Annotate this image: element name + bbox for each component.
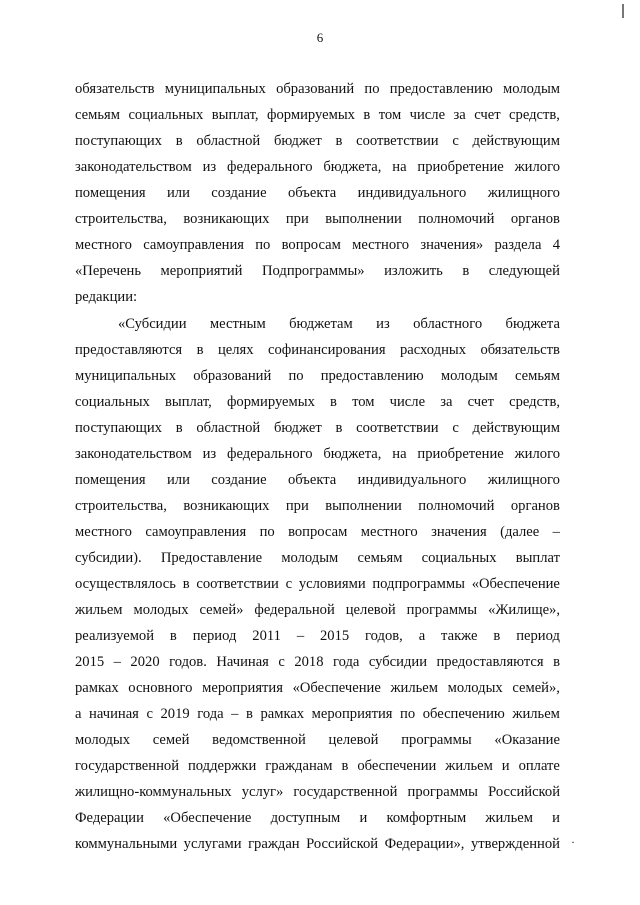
word: годов. bbox=[169, 654, 207, 670]
text-line bbox=[75, 102, 560, 128]
word: местного bbox=[75, 237, 132, 253]
word: числе bbox=[389, 394, 426, 410]
word: законодательством bbox=[75, 159, 192, 175]
text-line bbox=[75, 311, 560, 337]
word: в bbox=[246, 706, 253, 722]
word: при bbox=[285, 211, 309, 227]
word: государственной bbox=[75, 758, 180, 774]
word: субсидии bbox=[368, 654, 428, 670]
word: молодых bbox=[447, 680, 503, 696]
word: за bbox=[453, 107, 466, 123]
word: законодательством bbox=[75, 446, 192, 462]
word: – bbox=[113, 654, 121, 670]
word: «Обеспечение bbox=[471, 576, 560, 592]
word: органов bbox=[510, 498, 560, 514]
word: бюджет bbox=[273, 420, 322, 436]
text-line bbox=[75, 753, 560, 779]
word: 2015 bbox=[319, 628, 350, 644]
word: семьям bbox=[357, 550, 403, 566]
text-line bbox=[75, 180, 560, 206]
word: обеспечении bbox=[357, 758, 437, 774]
word: семей», bbox=[512, 680, 560, 696]
word: полномочий bbox=[418, 498, 495, 514]
word: областной bbox=[196, 133, 261, 149]
word: местного bbox=[360, 524, 418, 540]
word: семьям bbox=[75, 107, 120, 123]
word: в bbox=[462, 263, 470, 279]
word: в bbox=[182, 576, 190, 592]
word: соответствии bbox=[196, 576, 279, 592]
word: жильем bbox=[445, 758, 493, 774]
word: самоуправления bbox=[143, 237, 244, 253]
word: социальных bbox=[421, 550, 497, 566]
word: из bbox=[202, 446, 217, 462]
word: граждан bbox=[248, 836, 300, 852]
word: строительства, bbox=[75, 211, 167, 227]
word: в bbox=[363, 107, 371, 123]
word: выплат bbox=[515, 550, 560, 566]
word: семей» bbox=[199, 602, 244, 618]
word: Российской bbox=[488, 784, 560, 800]
word: подпрограммы bbox=[372, 576, 465, 592]
word: комфортным bbox=[386, 810, 467, 826]
word: жилого bbox=[514, 446, 560, 462]
word: мероприятия bbox=[311, 706, 393, 722]
word: изложить bbox=[384, 263, 443, 279]
word: и bbox=[552, 810, 560, 826]
word: Предоставление bbox=[160, 550, 263, 566]
text-line bbox=[75, 623, 560, 649]
word: поступающих bbox=[75, 133, 162, 149]
word: молодым bbox=[503, 81, 560, 97]
word: бюджетам bbox=[289, 316, 353, 332]
word: объекта bbox=[287, 472, 337, 488]
word: приобретение bbox=[417, 446, 504, 462]
word: жилищного bbox=[487, 472, 560, 488]
word: молодым bbox=[281, 550, 339, 566]
word: года bbox=[332, 654, 360, 670]
text-line bbox=[75, 154, 560, 180]
word: целях bbox=[217, 342, 254, 358]
word: соответствии bbox=[356, 420, 439, 436]
word: 2018 bbox=[294, 654, 324, 670]
text-line bbox=[75, 389, 560, 415]
word: года bbox=[197, 706, 224, 722]
scan-edge-mark bbox=[622, 4, 624, 18]
word: программы bbox=[401, 732, 472, 748]
word: а bbox=[75, 706, 82, 722]
word: федерального bbox=[227, 159, 313, 175]
text-line bbox=[75, 415, 560, 441]
word: местного bbox=[352, 237, 410, 253]
word: жилого bbox=[514, 159, 560, 175]
word: из bbox=[376, 316, 390, 332]
word: значения bbox=[431, 524, 487, 540]
word: выплат, bbox=[211, 107, 259, 123]
word: бюджета, bbox=[323, 159, 382, 175]
word: средств, bbox=[509, 394, 560, 410]
word: 4 bbox=[552, 237, 560, 253]
text-line bbox=[75, 545, 560, 571]
word: действующим bbox=[472, 133, 560, 149]
word: предоставлению bbox=[320, 368, 424, 384]
word: выполнении bbox=[325, 211, 402, 227]
word: государственной bbox=[293, 784, 398, 800]
word: выплат, bbox=[165, 394, 212, 410]
word: средств, bbox=[509, 107, 560, 123]
word: условиями bbox=[298, 576, 366, 592]
word: гражданам bbox=[265, 758, 333, 774]
word: редакции: bbox=[75, 289, 138, 305]
word: жильем bbox=[512, 706, 560, 722]
word: оплате bbox=[518, 758, 560, 774]
word: из bbox=[202, 159, 217, 175]
text-line bbox=[75, 571, 560, 597]
word: жильем bbox=[390, 680, 439, 696]
text-line bbox=[75, 493, 560, 519]
text-line bbox=[75, 649, 560, 675]
text-line bbox=[75, 519, 560, 545]
word: жилищного bbox=[487, 185, 560, 201]
word: создание bbox=[211, 185, 267, 201]
word: предоставлению bbox=[389, 81, 493, 97]
word: с bbox=[452, 133, 459, 149]
word: областного bbox=[413, 316, 483, 332]
text-line bbox=[75, 441, 560, 467]
word: социальных bbox=[75, 394, 150, 410]
text-line bbox=[75, 701, 560, 727]
word: молодым bbox=[440, 368, 498, 384]
word: начиная bbox=[89, 706, 139, 722]
word: предоставляются bbox=[436, 654, 544, 670]
word: коммунальными bbox=[75, 836, 178, 852]
word: выполнении bbox=[325, 498, 402, 514]
word: образований bbox=[276, 81, 355, 97]
word: молодых bbox=[133, 602, 189, 618]
word: «Обеспечение bbox=[292, 680, 381, 696]
text-line bbox=[75, 831, 560, 857]
text-line bbox=[75, 779, 560, 805]
word: помещения bbox=[75, 472, 146, 488]
word: приобретение bbox=[417, 159, 504, 175]
word: субсидии). bbox=[75, 550, 142, 566]
word: рамках bbox=[260, 706, 305, 722]
word: ведомственной bbox=[212, 732, 306, 748]
word: на bbox=[392, 159, 407, 175]
word: «Жилище», bbox=[488, 602, 560, 618]
word: мероприятий bbox=[160, 263, 243, 279]
word: в bbox=[175, 133, 183, 149]
word: вопросам bbox=[288, 524, 348, 540]
word: по bbox=[255, 237, 271, 253]
word: следующей bbox=[488, 263, 560, 279]
word: с bbox=[278, 654, 285, 670]
word: жильем bbox=[485, 810, 533, 826]
word: числе bbox=[409, 107, 446, 123]
word: программы bbox=[406, 602, 478, 618]
word: социальных bbox=[128, 107, 204, 123]
text-line bbox=[75, 363, 560, 389]
word: обязательств bbox=[75, 81, 155, 97]
text-line bbox=[75, 206, 560, 232]
text-line bbox=[75, 597, 560, 623]
word: формируемых bbox=[226, 394, 315, 410]
word: основного bbox=[128, 680, 193, 696]
word: программы bbox=[407, 784, 478, 800]
word: по bbox=[259, 524, 275, 540]
word: целевой bbox=[345, 602, 396, 618]
word: мероприятия bbox=[202, 680, 283, 696]
word: в bbox=[169, 628, 177, 644]
word: Подпрограммы» bbox=[261, 263, 365, 279]
word: 2020 bbox=[130, 654, 160, 670]
word: Начиная bbox=[216, 654, 269, 670]
word: счет bbox=[467, 394, 494, 410]
text-line bbox=[75, 258, 560, 284]
word: полномочий bbox=[418, 211, 495, 227]
word: поддержки bbox=[187, 758, 257, 774]
word: Федерации bbox=[75, 810, 144, 826]
word: федерального bbox=[227, 446, 313, 462]
word: соответствии bbox=[356, 133, 439, 149]
word: самоуправления bbox=[145, 524, 247, 540]
word: и bbox=[359, 810, 368, 826]
word: предоставляются bbox=[75, 342, 183, 358]
word: (далее bbox=[500, 524, 540, 540]
word: в bbox=[335, 420, 343, 436]
word: софинансирования bbox=[268, 342, 386, 358]
word: областной bbox=[196, 420, 261, 436]
word: индивидуального bbox=[357, 185, 467, 201]
word: с bbox=[452, 420, 459, 436]
word: формируемых bbox=[267, 107, 355, 123]
word: или bbox=[166, 185, 190, 201]
word: годов, bbox=[365, 628, 403, 644]
word: том bbox=[352, 394, 375, 410]
document-body bbox=[75, 76, 560, 857]
word: местным bbox=[209, 316, 266, 332]
word: 2019 bbox=[160, 706, 190, 722]
word: в bbox=[330, 394, 337, 410]
word: создание bbox=[211, 472, 267, 488]
word: «Субсидии bbox=[118, 316, 187, 332]
word: доступным bbox=[270, 810, 341, 826]
word: в bbox=[175, 420, 183, 436]
scan-dot-mark: · bbox=[571, 835, 575, 849]
word: в bbox=[553, 654, 560, 670]
word: образований bbox=[193, 368, 272, 384]
word: возникающих bbox=[183, 211, 270, 227]
word: реализуемой bbox=[75, 628, 155, 644]
word: – bbox=[552, 524, 560, 540]
word: на bbox=[392, 446, 407, 462]
word: в bbox=[196, 342, 204, 358]
word: муниципальных bbox=[164, 81, 266, 97]
word: бюджета bbox=[505, 316, 560, 332]
word: целевой bbox=[328, 732, 379, 748]
word: утвержденной bbox=[470, 836, 560, 852]
word: также bbox=[441, 628, 478, 644]
word: раздела bbox=[494, 237, 542, 253]
word: том bbox=[378, 107, 402, 123]
word: а bbox=[418, 628, 426, 644]
word: Федерации», bbox=[384, 836, 465, 852]
word: органов bbox=[510, 211, 560, 227]
word: счет bbox=[474, 107, 501, 123]
word: возникающих bbox=[183, 498, 270, 514]
word: обеспечению bbox=[422, 706, 505, 722]
word: муниципальных bbox=[75, 368, 177, 384]
word: жилищно-коммунальных bbox=[75, 784, 232, 800]
word: и bbox=[501, 758, 510, 774]
word: услугами bbox=[183, 836, 242, 852]
word: с bbox=[285, 576, 293, 592]
word: или bbox=[166, 472, 190, 488]
word: семьям bbox=[514, 368, 560, 384]
word: 2011 bbox=[252, 628, 281, 644]
word: индивидуального bbox=[357, 472, 467, 488]
word: в bbox=[335, 133, 343, 149]
word: «Обеспечение bbox=[163, 810, 252, 826]
text-line bbox=[75, 128, 560, 154]
word: в bbox=[493, 628, 501, 644]
word: рамках bbox=[75, 680, 119, 696]
word: осуществлялось bbox=[75, 576, 176, 592]
word: – bbox=[231, 706, 239, 722]
word: строительства, bbox=[75, 498, 167, 514]
text-line bbox=[75, 727, 560, 753]
word: Российской bbox=[306, 836, 379, 852]
word: федеральной bbox=[254, 602, 335, 618]
text-line bbox=[75, 675, 560, 701]
word: расходных bbox=[399, 342, 466, 358]
word: по bbox=[400, 706, 416, 722]
word: 2015 bbox=[75, 654, 105, 670]
page-number: 6 bbox=[316, 30, 324, 45]
word: жильем bbox=[75, 602, 123, 618]
word: семей bbox=[152, 732, 190, 748]
word: при bbox=[285, 498, 309, 514]
word: молодых bbox=[75, 732, 131, 748]
word: вопросам bbox=[281, 237, 341, 253]
word: бюджет bbox=[273, 133, 322, 149]
text-line bbox=[75, 467, 560, 493]
word: с bbox=[146, 706, 153, 722]
word: объекта bbox=[287, 185, 337, 201]
word: помещения bbox=[75, 185, 146, 201]
text-line bbox=[75, 232, 560, 258]
word: действующим bbox=[472, 420, 560, 436]
word: местного bbox=[75, 524, 132, 540]
word: по bbox=[364, 81, 380, 97]
word: – bbox=[296, 628, 305, 644]
word: поступающих bbox=[75, 420, 162, 436]
word: обязательств bbox=[480, 342, 560, 358]
text-line bbox=[75, 805, 560, 831]
word: по bbox=[288, 368, 304, 384]
text-line bbox=[75, 284, 560, 310]
word: «Оказание bbox=[494, 732, 560, 748]
word: период bbox=[192, 628, 237, 644]
word: бюджета, bbox=[323, 446, 382, 462]
word: услуг» bbox=[241, 784, 284, 800]
word: «Перечень bbox=[75, 263, 142, 279]
text-line bbox=[75, 337, 560, 363]
word: период bbox=[516, 628, 560, 644]
text-line bbox=[75, 76, 560, 102]
word: в bbox=[341, 758, 349, 774]
word: значения» bbox=[420, 237, 484, 253]
word: за bbox=[440, 394, 453, 410]
